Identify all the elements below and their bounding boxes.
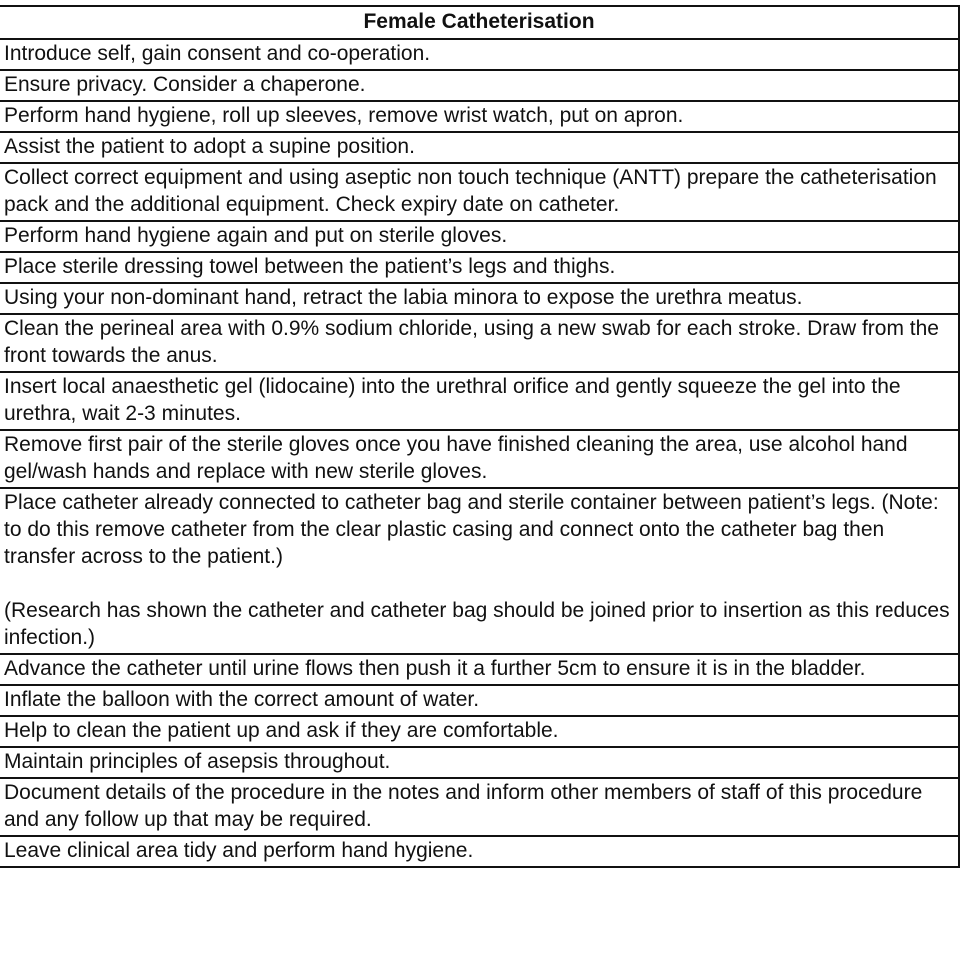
table-row (0, 163, 959, 221)
table-row (0, 836, 959, 867)
procedure-step: Clean the perineal area with 0.9% sodium chloride, using a new swab for each stroke. Draw from the front towards the anus. (0, 314, 959, 372)
procedure-step: Using your non-dominant hand, retract the labia minora to expose the urethra meatus. (0, 283, 959, 314)
procedure-step: Maintain principles of asepsis throughout. (0, 747, 959, 778)
table-row (0, 70, 959, 101)
procedure-step: Remove first pair of the sterile gloves once you have finished cleaning the area, use alcohol hand gel/wash hands and replace with new sterile gloves. (0, 430, 959, 488)
table-row (0, 132, 959, 163)
table-row (0, 430, 959, 488)
table-row (0, 283, 959, 314)
table-header-row (0, 6, 959, 39)
table-row (0, 488, 959, 654)
table-row (0, 685, 959, 716)
procedure-step: Insert local anaesthetic gel (lidocaine) into the urethral orifice and gently squeeze the gel into the urethra, wait 2-3 minutes. (0, 372, 959, 430)
procedure-step: Ensure privacy. Consider a chaperone. (0, 70, 959, 101)
table-row (0, 221, 959, 252)
table-row (0, 101, 959, 132)
table-row (0, 252, 959, 283)
table-row (0, 39, 959, 70)
procedure-step: Place sterile dressing towel between the patient’s legs and thighs. (0, 252, 959, 283)
table-row (0, 372, 959, 430)
procedure-step: Inflate the balloon with the correct amount of water. (0, 685, 959, 716)
procedure-step: Document details of the procedure in the notes and inform other members of staff of this procedure and any follow up that may be required. (0, 778, 959, 836)
procedure-step: Place catheter already connected to catheter bag and sterile container between patient’s legs. (Note: to do this remove catheter from the clear plastic casing and connect onto the catheter bag then transfer across to the patient.) (Research has shown the catheter and catheter bag should be joined prior to insertion as this reduces infection.) (0, 488, 959, 654)
table-title: Female Catheterisation (0, 6, 959, 39)
procedure-step: Perform hand hygiene again and put on sterile gloves. (0, 221, 959, 252)
procedure-step: Introduce self, gain consent and co-operation. (0, 39, 959, 70)
procedure-step: Perform hand hygiene, roll up sleeves, remove wrist watch, put on apron. (0, 101, 959, 132)
table-row (0, 314, 959, 372)
table-row (0, 778, 959, 836)
table-row (0, 747, 959, 778)
table-row (0, 654, 959, 685)
catheterisation-procedure-table (0, 5, 960, 868)
procedure-step: Help to clean the patient up and ask if they are comfortable. (0, 716, 959, 747)
procedure-step: Leave clinical area tidy and perform hand hygiene. (0, 836, 959, 867)
procedure-step: Assist the patient to adopt a supine position. (0, 132, 959, 163)
procedure-step: Collect correct equipment and using aseptic non touch technique (ANTT) prepare the catheterisation pack and the additional equipment. Check expiry date on catheter. (0, 163, 959, 221)
procedure-step: Advance the catheter until urine flows then push it a further 5cm to ensure it is in the bladder. (0, 654, 959, 685)
table-row (0, 716, 959, 747)
